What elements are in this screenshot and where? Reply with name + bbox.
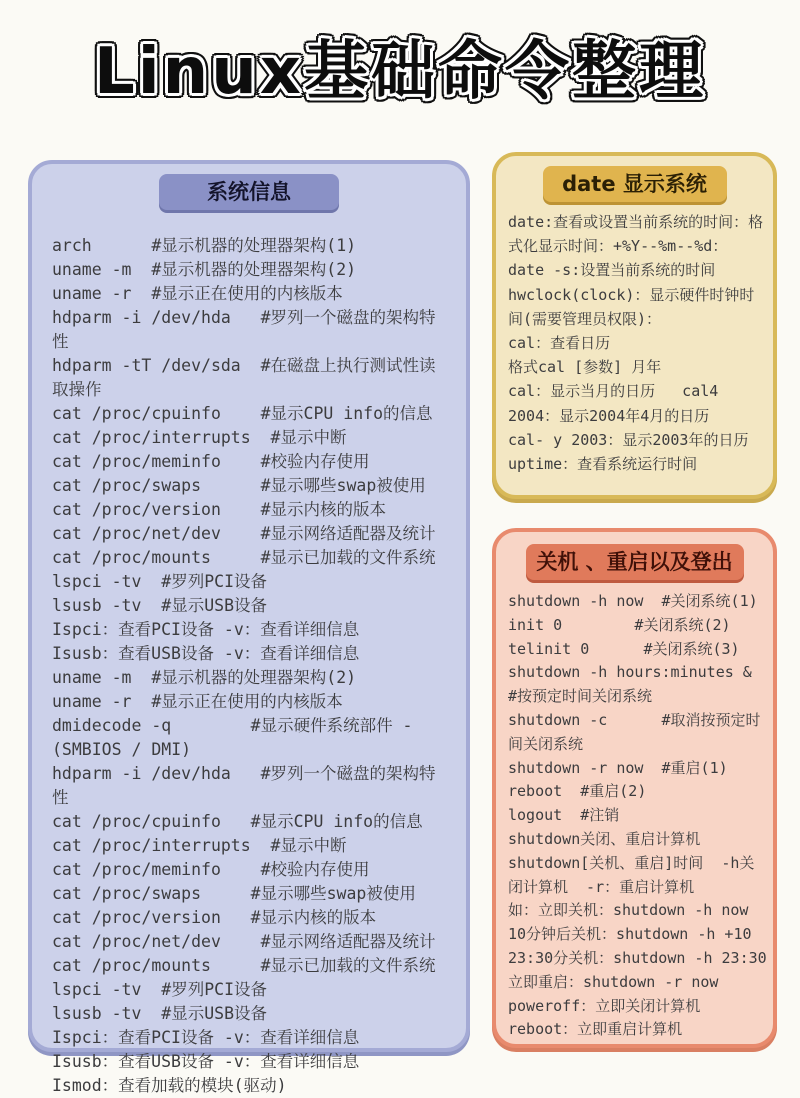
command-line: shutdown -c #取消按预定时间关闭系统 (508, 710, 761, 753)
command-line: cat /proc/mounts #显示已加载的文件系统 (52, 548, 436, 567)
panel-shutdown-restart-logout (492, 528, 777, 1048)
command-line: cat /proc/meminfo #校验内存使用 (52, 452, 370, 471)
command-line: cat /proc/swaps #显示哪些swap被使用 (52, 884, 416, 903)
command-line: reboot：立即重启计算机 (508, 1020, 683, 1039)
command-line: lsusb -tv #显示USB设备 (52, 1004, 268, 1023)
command-line: lsusb -tv #显示USB设备 (52, 596, 268, 615)
command-line: init 0 #关闭系统(2) (508, 615, 731, 634)
command-line: cal：查看日历 (508, 334, 611, 353)
panel-date-system-header-label: date 显示系统 (562, 172, 707, 196)
panel-date-system-header (543, 166, 727, 202)
command-line: uname -m #显示机器的处理器架构(2) (52, 668, 357, 687)
command-line: dmidecode -q #显示硬件系统部件 - (SMBIOS / DMI) (52, 716, 423, 759)
command-line: cat /proc/swaps #显示哪些swap被使用 (52, 476, 426, 495)
command-line: uname -m #显示机器的处理器架构(2) (52, 260, 357, 279)
command-line: telinit 0 #关闭系统(3) (508, 639, 740, 658)
command-line: arch #显示机器的处理器架构(1) (52, 236, 357, 255)
command-line: cat /proc/mounts #显示已加载的文件系统 (52, 956, 436, 975)
command-line: Isusb：查看USB设备 -v：查看详细信息 (52, 1052, 360, 1071)
command-line: cat /proc/net/dev #显示网络适配器及统计 (52, 932, 436, 951)
page-title: Linux基础命令整理 (93, 35, 707, 109)
command-line: shutdown -h now #关闭系统(1) (508, 592, 758, 610)
command-line: cal：显示当月的日历 cal4 2004：显示2004年4月的日历 (508, 382, 728, 425)
panel-system-info-body (32, 234, 466, 1098)
command-line: uname -r #显示正在使用的内核版本 (52, 284, 343, 303)
command-line: cal- y 2003：显示2003年的日历 (508, 430, 749, 449)
panel-date-system-body (496, 210, 773, 476)
command-line: Ispci：查看PCI设备 -v：查看详细信息 (52, 1028, 360, 1047)
command-line: cat /proc/net/dev #显示网络适配器及统计 (52, 524, 436, 543)
command-line: hdparm -tT /dev/sda #在磁盘上执行测试性读取操作 (52, 356, 436, 399)
command-line: hdparm -i /dev/hda #罗列一个磁盘的架构特性 (52, 764, 436, 807)
command-line: cat /proc/cpuinfo #显示CPU info的信息 (52, 812, 423, 831)
command-line: cat /proc/cpuinfo #显示CPU info的信息 (52, 404, 433, 423)
command-line: shutdown -h hours:minutes & #按预定时间关闭系统 (508, 663, 770, 706)
command-line: shutdown关闭、重启计算机 (508, 829, 701, 848)
command-line: Isusb：查看USB设备 -v：查看详细信息 (52, 644, 360, 663)
command-line: cat /proc/meminfo #校验内存使用 (52, 860, 370, 879)
panel-system-info-header-label: 系统信息 (207, 180, 291, 204)
command-line: uptime：查看系统运行时间 (508, 455, 698, 474)
command-line: 如：立即关机：shutdown -h now (508, 901, 749, 920)
command-line: lspci -tv #罗列PCI设备 (52, 572, 268, 591)
command-line: Ispci：查看PCI设备 -v：查看详细信息 (52, 620, 360, 639)
panel-shutdown-header (526, 544, 744, 580)
command-line: poweroff：立即关闭计算机 (508, 996, 701, 1015)
panel-system-info-header (159, 174, 339, 210)
command-line: Ismod：查看加载的模块(驱动) (52, 1076, 287, 1095)
command-line: cat /proc/interrupts #显示中断 (52, 836, 347, 855)
command-line: shutdown -r now #重启(1) (508, 758, 728, 777)
panel-shutdown-header-label: 关机 、重启以及登出 (536, 550, 733, 574)
command-line: reboot #重启(2) (508, 782, 647, 801)
command-line: cat /proc/version #显示内核的版本 (52, 500, 387, 519)
command-line: 10分钟后关机：shutdown -h +10 (508, 925, 752, 944)
command-line: 23:30分关机：shutdown -h 23:30 (508, 948, 767, 967)
command-line: cat /proc/interrupts #显示中断 (52, 428, 347, 447)
command-line: lspci -tv #罗列PCI设备 (52, 980, 268, 999)
command-line: date -s:设置当前系统的时间 (508, 261, 716, 280)
command-line: date:查看或设置当前系统的时间：格式化显示时间：+%Y--%m--%d： (508, 213, 764, 256)
panel-shutdown-body (496, 590, 773, 1042)
command-line: 格式cal [参数] 月年 (508, 358, 662, 377)
panel-system-info (28, 160, 470, 1095)
command-line: logout #注销 (508, 806, 620, 825)
command-line: hwclock(clock)：显示硬件时钟时间(需要管理员权限)： (508, 285, 755, 328)
command-line: 立即重启：shutdown -r now (508, 972, 719, 991)
command-line: hdparm -i /dev/hda #罗列一个磁盘的架构特性 (52, 308, 436, 351)
command-line: uname -r #显示正在使用的内核版本 (52, 692, 343, 711)
command-line: cat /proc/version #显示内核的版本 (52, 908, 377, 927)
command-line: shutdown[关机、重启]时间 -h关闭计算机 -r：重启计算机 (508, 853, 755, 896)
panel-date-system (492, 152, 777, 499)
